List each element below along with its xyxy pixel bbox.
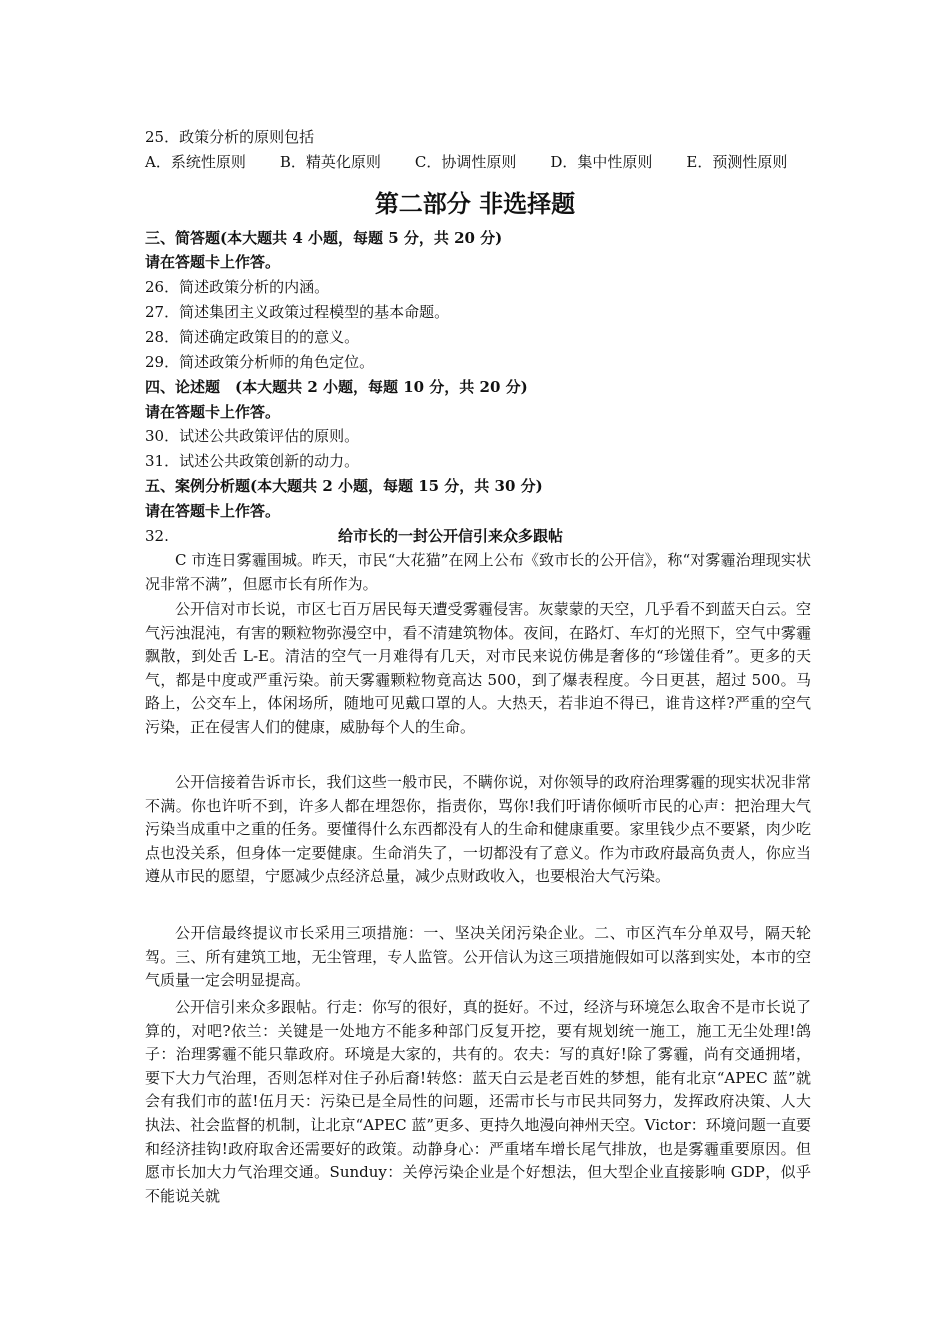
q25-option-b: B．精英化原则 bbox=[279, 153, 381, 171]
case-number: 32. bbox=[145, 527, 169, 545]
case-paragraph-2: 公开信对市长说，市区七百万居民每天遭受雾霾侵害。灰蒙蒙的天空，几乎看不到蓝天白云。空气污浊混沌，有害的颗粒物弥漫空中，看不清建筑物体。夜间，在路灯、车灯的光照下，空气中雾霾飘散，到处舌 L-E。清洁的空气一月难得有几天，对市民来说仿佛是奢侈的“珍馐佳肴”。更多的天气，都是中度或严重污染。前天雾霾颗粒物竟高达 500，到了爆表程度。今日更甚，超过 500。马路上，公交车上，体闲场所，随地可见戴口罩的人。大热天，若非迫不得已，谁肯这样?严重的空气污染，正在侵害人们的健康，威胁每个人的生命。 bbox=[145, 600, 811, 736]
section-3-note: 请在答题卡上作答。 bbox=[145, 253, 281, 271]
case-paragraph-1: C 市连日雾霾围城。昨天，市民“大花猫”在网上公布《致市长的公开信》，称“对雾霾治理现实状况非常不满”，但愿市长有所作为。 bbox=[145, 551, 811, 593]
case-paragraph-5: 公开信引来众多跟帖。行走：你写的很好，真的挺好。不过，经济与环境怎么取舍不是市长说了算的，对吧?依兰：关键是一处地方不能多种部门反复开挖，要有规划统一施工，施工无尘处理!鸽子：治理雾霾不能只靠政府。环境是大家的，共有的。农夫：写的真好!除了雾霾，尚有交通拥堵，要下大力气治理，否则怎样对住子孙后裔!转悠：蓝天白云是老百姓的梦想，能有北京“APEC 蓝”就会有我们市的蓝!伍月天：污染已是全局性的问题，还需市长与市民共同努力，发挥政府决策、人大执法、社会监督的机制，让北京“APEC 蓝”更多、更持久地漫向神州天空。Victor：环境问题一直要和经济挂钩!政府取舍还需要好的政策。动静身心：严重堵车增长尾气排放，也是雾霾重要原因。但愿市长加大力气治理交通。Sunduy：关停污染企业是个好想法，但大型企业直接影响 GDP，似乎不能说关就 bbox=[145, 998, 811, 1205]
case-paragraph-4: 公开信最终提议市长采用三项措施：一、坚决关闭污染企业。二、市区汽车分单双号，隔天轮驾。三、所有建筑工地，无尘管理，专人监管。公开信认为这三项措施假如可以落到实处，本市的空气质量一定会明显提高。 bbox=[145, 924, 811, 990]
section-5-note: 请在答题卡上作答。 bbox=[145, 502, 281, 520]
section-3-heading: 三、简答题(本大题共 4 小题，每题 5 分，共 20 分) bbox=[145, 229, 503, 247]
section-4-heading: 四、论述题 (本大题共 2 小题，每题 10 分，共 20 分) bbox=[145, 378, 528, 396]
q25-option-d: D．集中性原则 bbox=[550, 153, 653, 171]
q25-option-c: C．协调性原则 bbox=[414, 153, 517, 171]
question-27: 27．简述集团主义政策过程模型的基本命题。 bbox=[145, 303, 450, 321]
part-title: 第二部分 非选择题 bbox=[374, 190, 576, 218]
section-4-note: 请在答题卡上作答。 bbox=[145, 403, 281, 421]
case-paragraph-3: 公开信接着告诉市长，我们这些一般市民，不瞒你说，对你领导的政府治理雾霾的现实状况非常不满。你也许听不到，许多人都在埋怨你，指责你，骂你!我们吁请你倾听市民的心声：把治理大气污染当成重中之重的任务。要懂得什么东西都没有人的生命和健康重要。家里钱少点不要紧，肉少吃点也没关系，但身体一定要健康。生命消失了，一切都没有了意义。作为市政府最高负责人，你应当遵从市民的愿望，宁愿减少点经济总量，减少点财政收入，也要根治大气污染。 bbox=[145, 773, 811, 886]
q25-stem: 25．政策分析的原则包括 bbox=[145, 128, 315, 146]
question-28: 28．简述确定政策目的的意义。 bbox=[145, 328, 360, 346]
question-31: 31．试述公共政策创新的动力。 bbox=[145, 452, 360, 470]
section-5-heading: 五、案例分析题(本大题共 2 小题，每题 15 分，共 30 分) bbox=[145, 477, 543, 495]
question-29: 29．简述政策分析师的角色定位。 bbox=[145, 353, 375, 371]
case-title: 给市长的一封公开信引来众多跟帖 bbox=[338, 527, 564, 545]
q25-option-a: A．系统性原则 bbox=[145, 153, 246, 171]
question-26: 26．简述政策分析的内涵。 bbox=[145, 278, 330, 296]
question-30: 30．试述公共政策评估的原则。 bbox=[145, 427, 360, 445]
q25-option-e: E．预测性原则 bbox=[686, 153, 788, 171]
q25-options bbox=[145, 152, 787, 172]
